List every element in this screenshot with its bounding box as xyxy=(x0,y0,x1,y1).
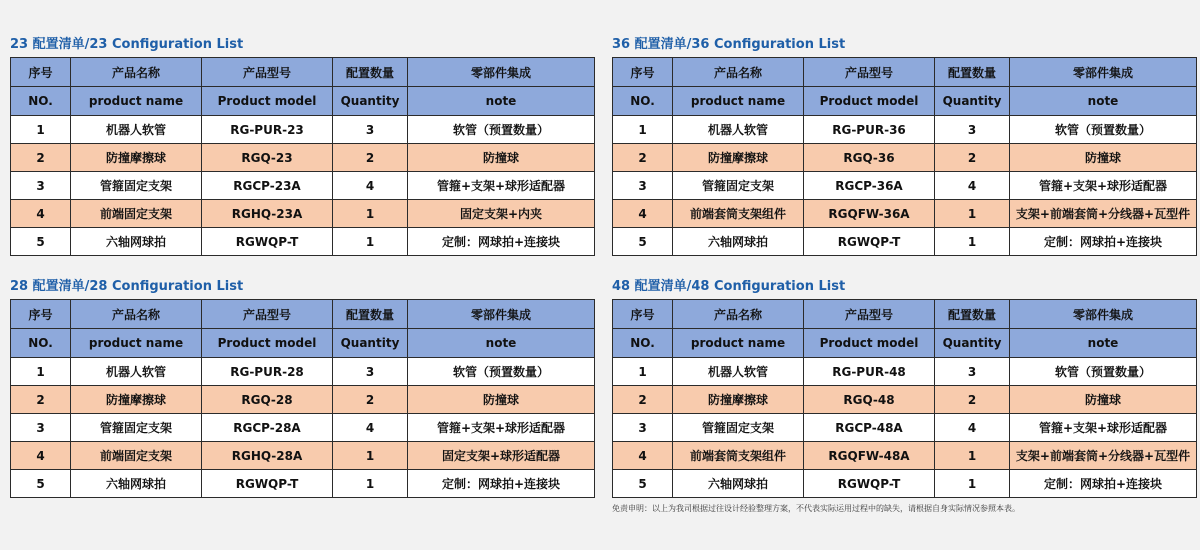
cell-note: 管箍+支架+球形适配器 xyxy=(408,172,595,200)
header-row-en xyxy=(11,87,595,116)
header-row-zh xyxy=(613,300,1197,329)
cell-product-name: 防撞摩擦球 xyxy=(673,144,804,172)
cell-quantity: 1 xyxy=(333,228,408,256)
header-no-zh: 序号 xyxy=(11,58,71,87)
header-row-zh xyxy=(11,58,595,87)
header-row-en xyxy=(11,329,595,358)
cell-quantity: 4 xyxy=(333,172,408,200)
header-note-zh: 零部件集成 xyxy=(1010,300,1197,329)
config-table xyxy=(612,299,1197,498)
cell-no: 5 xyxy=(613,470,673,498)
table-row xyxy=(11,414,595,442)
config-table xyxy=(10,57,595,256)
cell-quantity: 1 xyxy=(935,228,1010,256)
header-no-en: NO. xyxy=(613,329,673,358)
cell-product-name: 六轴网球拍 xyxy=(71,228,202,256)
cell-product-model: RGHQ-28A xyxy=(202,442,333,470)
table-row xyxy=(613,442,1197,470)
cell-product-model: RG-PUR-48 xyxy=(804,358,935,386)
table-row xyxy=(613,414,1197,442)
table-row xyxy=(11,386,595,414)
header-no-en: NO. xyxy=(613,87,673,116)
header-product-name-en: product name xyxy=(71,87,202,116)
table-row xyxy=(613,470,1197,498)
header-note-en: note xyxy=(408,87,595,116)
config-table xyxy=(10,299,595,498)
cell-no: 2 xyxy=(11,144,71,172)
table-row xyxy=(11,116,595,144)
header-no-en: NO. xyxy=(11,329,71,358)
cell-no: 1 xyxy=(613,116,673,144)
cell-product-name: 防撞摩擦球 xyxy=(673,386,804,414)
header-quantity-en: Quantity xyxy=(333,329,408,358)
cell-no: 4 xyxy=(11,442,71,470)
cell-no: 3 xyxy=(613,414,673,442)
header-row-zh xyxy=(11,300,595,329)
cell-product-name: 管箍固定支架 xyxy=(71,172,202,200)
cell-note: 软管（预置数量） xyxy=(408,358,595,386)
cell-quantity: 2 xyxy=(333,386,408,414)
header-product-model-zh: 产品型号 xyxy=(202,300,333,329)
cell-product-model: RGCP-48A xyxy=(804,414,935,442)
cell-no: 4 xyxy=(613,442,673,470)
disclaimer-note: 免责申明：以上为我司根据过往设计经验整理方案，不代表实际运用过程中的缺失，请根据自身实际情况参照本表。 xyxy=(612,504,1020,513)
header-note-zh: 零部件集成 xyxy=(1010,58,1197,87)
header-row-en xyxy=(613,329,1197,358)
cell-quantity: 3 xyxy=(333,116,408,144)
cell-no: 5 xyxy=(11,470,71,498)
cell-product-name: 机器人软管 xyxy=(673,116,804,144)
cell-note: 定制：网球拍+连接块 xyxy=(1010,228,1197,256)
header-product-model-zh: 产品型号 xyxy=(804,58,935,87)
cell-product-model: RGWQP-T xyxy=(804,228,935,256)
header-product-name-zh: 产品名称 xyxy=(673,300,804,329)
header-product-model-en: Product model xyxy=(804,87,935,116)
cell-note: 管箍+支架+球形适配器 xyxy=(1010,172,1197,200)
cell-product-name: 机器人软管 xyxy=(71,358,202,386)
header-note-zh: 零部件集成 xyxy=(408,58,595,87)
cell-note: 防撞球 xyxy=(408,144,595,172)
cell-product-model: RGCP-36A xyxy=(804,172,935,200)
cell-product-name: 前端套筒支架组件 xyxy=(673,200,804,228)
config-table xyxy=(612,57,1197,256)
cell-note: 管箍+支架+球形适配器 xyxy=(408,414,595,442)
cell-quantity: 1 xyxy=(333,470,408,498)
cell-product-name: 机器人软管 xyxy=(673,358,804,386)
cell-no: 1 xyxy=(11,358,71,386)
cell-product-name: 六轴网球拍 xyxy=(71,470,202,498)
cell-no: 5 xyxy=(11,228,71,256)
header-product-name-zh: 产品名称 xyxy=(673,58,804,87)
cell-note: 软管（预置数量） xyxy=(1010,116,1197,144)
header-product-name-en: product name xyxy=(673,329,804,358)
cell-product-name: 六轴网球拍 xyxy=(673,470,804,498)
cell-no: 1 xyxy=(11,116,71,144)
header-note-zh: 零部件集成 xyxy=(408,300,595,329)
cell-quantity: 2 xyxy=(935,386,1010,414)
table-row xyxy=(11,442,595,470)
table-row xyxy=(11,144,595,172)
cell-note: 支架+前端套筒+分线器+瓦型件 xyxy=(1010,442,1197,470)
cell-product-model: RGQFW-48A xyxy=(804,442,935,470)
table-title: 28 配置清单/28 Configuration List xyxy=(10,279,244,294)
cell-no: 3 xyxy=(11,172,71,200)
cell-no: 2 xyxy=(613,386,673,414)
table-title: 23 配置清单/23 Configuration List xyxy=(10,37,244,52)
cell-product-model: RGWQP-T xyxy=(804,470,935,498)
header-product-model-en: Product model xyxy=(202,87,333,116)
cell-product-name: 管箍固定支架 xyxy=(673,414,804,442)
cell-product-model: RGQ-23 xyxy=(202,144,333,172)
header-note-en: note xyxy=(408,329,595,358)
header-quantity-en: Quantity xyxy=(935,87,1010,116)
table-row xyxy=(613,172,1197,200)
cell-product-model: RG-PUR-28 xyxy=(202,358,333,386)
table-row xyxy=(613,200,1197,228)
cell-quantity: 3 xyxy=(935,116,1010,144)
header-product-name-zh: 产品名称 xyxy=(71,300,202,329)
cell-product-model: RGQFW-36A xyxy=(804,200,935,228)
cell-note: 定制：网球拍+连接块 xyxy=(408,470,595,498)
cell-product-name: 防撞摩擦球 xyxy=(71,144,202,172)
cell-quantity: 2 xyxy=(935,144,1010,172)
cell-quantity: 1 xyxy=(935,442,1010,470)
header-no-en: NO. xyxy=(11,87,71,116)
cell-product-model: RGQ-36 xyxy=(804,144,935,172)
header-product-model-en: Product model xyxy=(202,329,333,358)
cell-no: 5 xyxy=(613,228,673,256)
header-product-model-en: Product model xyxy=(804,329,935,358)
table-title: 36 配置清单/36 Configuration List xyxy=(612,37,846,52)
cell-note: 防撞球 xyxy=(1010,144,1197,172)
cell-quantity: 4 xyxy=(935,414,1010,442)
cell-product-model: RGCP-23A xyxy=(202,172,333,200)
header-row-en xyxy=(613,87,1197,116)
cell-note: 软管（预置数量） xyxy=(408,116,595,144)
header-product-name-en: product name xyxy=(673,87,804,116)
header-no-zh: 序号 xyxy=(11,300,71,329)
cell-product-model: RGQ-28 xyxy=(202,386,333,414)
cell-product-model: RGWQP-T xyxy=(202,228,333,256)
header-product-model-zh: 产品型号 xyxy=(202,58,333,87)
cell-quantity: 1 xyxy=(333,200,408,228)
cell-product-model: RG-PUR-23 xyxy=(202,116,333,144)
cell-product-model: RGWQP-T xyxy=(202,470,333,498)
cell-no: 4 xyxy=(613,200,673,228)
cell-quantity: 4 xyxy=(333,414,408,442)
cell-note: 软管（预置数量） xyxy=(1010,358,1197,386)
cell-product-name: 管箍固定支架 xyxy=(71,414,202,442)
cell-quantity: 1 xyxy=(935,200,1010,228)
cell-quantity: 1 xyxy=(935,470,1010,498)
cell-product-name: 管箍固定支架 xyxy=(673,172,804,200)
header-product-name-en: product name xyxy=(71,329,202,358)
header-note-en: note xyxy=(1010,329,1197,358)
cell-product-model: RG-PUR-36 xyxy=(804,116,935,144)
cell-quantity: 2 xyxy=(333,144,408,172)
cell-product-model: RGHQ-23A xyxy=(202,200,333,228)
cell-no: 2 xyxy=(613,144,673,172)
table-row xyxy=(613,116,1197,144)
header-note-en: note xyxy=(1010,87,1197,116)
cell-product-name: 机器人软管 xyxy=(71,116,202,144)
table-row xyxy=(11,470,595,498)
cell-product-model: RGQ-48 xyxy=(804,386,935,414)
header-product-model-zh: 产品型号 xyxy=(804,300,935,329)
cell-quantity: 3 xyxy=(333,358,408,386)
cell-note: 支架+前端套筒+分线器+瓦型件 xyxy=(1010,200,1197,228)
cell-note: 防撞球 xyxy=(408,386,595,414)
cell-no: 4 xyxy=(11,200,71,228)
cell-product-name: 前端固定支架 xyxy=(71,442,202,470)
header-quantity-en: Quantity xyxy=(333,87,408,116)
cell-note: 管箍+支架+球形适配器 xyxy=(1010,414,1197,442)
cell-note: 防撞球 xyxy=(1010,386,1197,414)
cell-product-name: 防撞摩擦球 xyxy=(71,386,202,414)
header-quantity-zh: 配置数量 xyxy=(935,300,1010,329)
table-row xyxy=(11,228,595,256)
config-table-28 xyxy=(10,277,594,498)
cell-note: 固定支架+内夹 xyxy=(408,200,595,228)
config-table-36 xyxy=(612,35,1196,256)
table-row xyxy=(613,144,1197,172)
cell-product-name: 前端固定支架 xyxy=(71,200,202,228)
cell-quantity: 3 xyxy=(935,358,1010,386)
table-row xyxy=(613,358,1197,386)
table-row xyxy=(11,172,595,200)
cell-note: 定制：网球拍+连接块 xyxy=(1010,470,1197,498)
header-quantity-en: Quantity xyxy=(935,329,1010,358)
table-row xyxy=(11,358,595,386)
header-quantity-zh: 配置数量 xyxy=(333,300,408,329)
cell-product-name: 六轴网球拍 xyxy=(673,228,804,256)
cell-no: 3 xyxy=(11,414,71,442)
table-row xyxy=(613,228,1197,256)
cell-quantity: 4 xyxy=(935,172,1010,200)
cell-product-model: RGCP-28A xyxy=(202,414,333,442)
cell-no: 2 xyxy=(11,386,71,414)
cell-quantity: 1 xyxy=(333,442,408,470)
cell-note: 固定支架+球形适配器 xyxy=(408,442,595,470)
header-quantity-zh: 配置数量 xyxy=(935,58,1010,87)
cell-note: 定制：网球拍+连接块 xyxy=(408,228,595,256)
header-no-zh: 序号 xyxy=(613,300,673,329)
table-title: 48 配置清单/48 Configuration List xyxy=(612,279,846,294)
table-row xyxy=(613,386,1197,414)
cell-no: 1 xyxy=(613,358,673,386)
header-quantity-zh: 配置数量 xyxy=(333,58,408,87)
config-table-48 xyxy=(612,277,1196,498)
table-row xyxy=(11,200,595,228)
header-no-zh: 序号 xyxy=(613,58,673,87)
cell-product-name: 前端套筒支架组件 xyxy=(673,442,804,470)
header-row-zh xyxy=(613,58,1197,87)
header-product-name-zh: 产品名称 xyxy=(71,58,202,87)
config-table-23 xyxy=(10,35,594,256)
cell-no: 3 xyxy=(613,172,673,200)
